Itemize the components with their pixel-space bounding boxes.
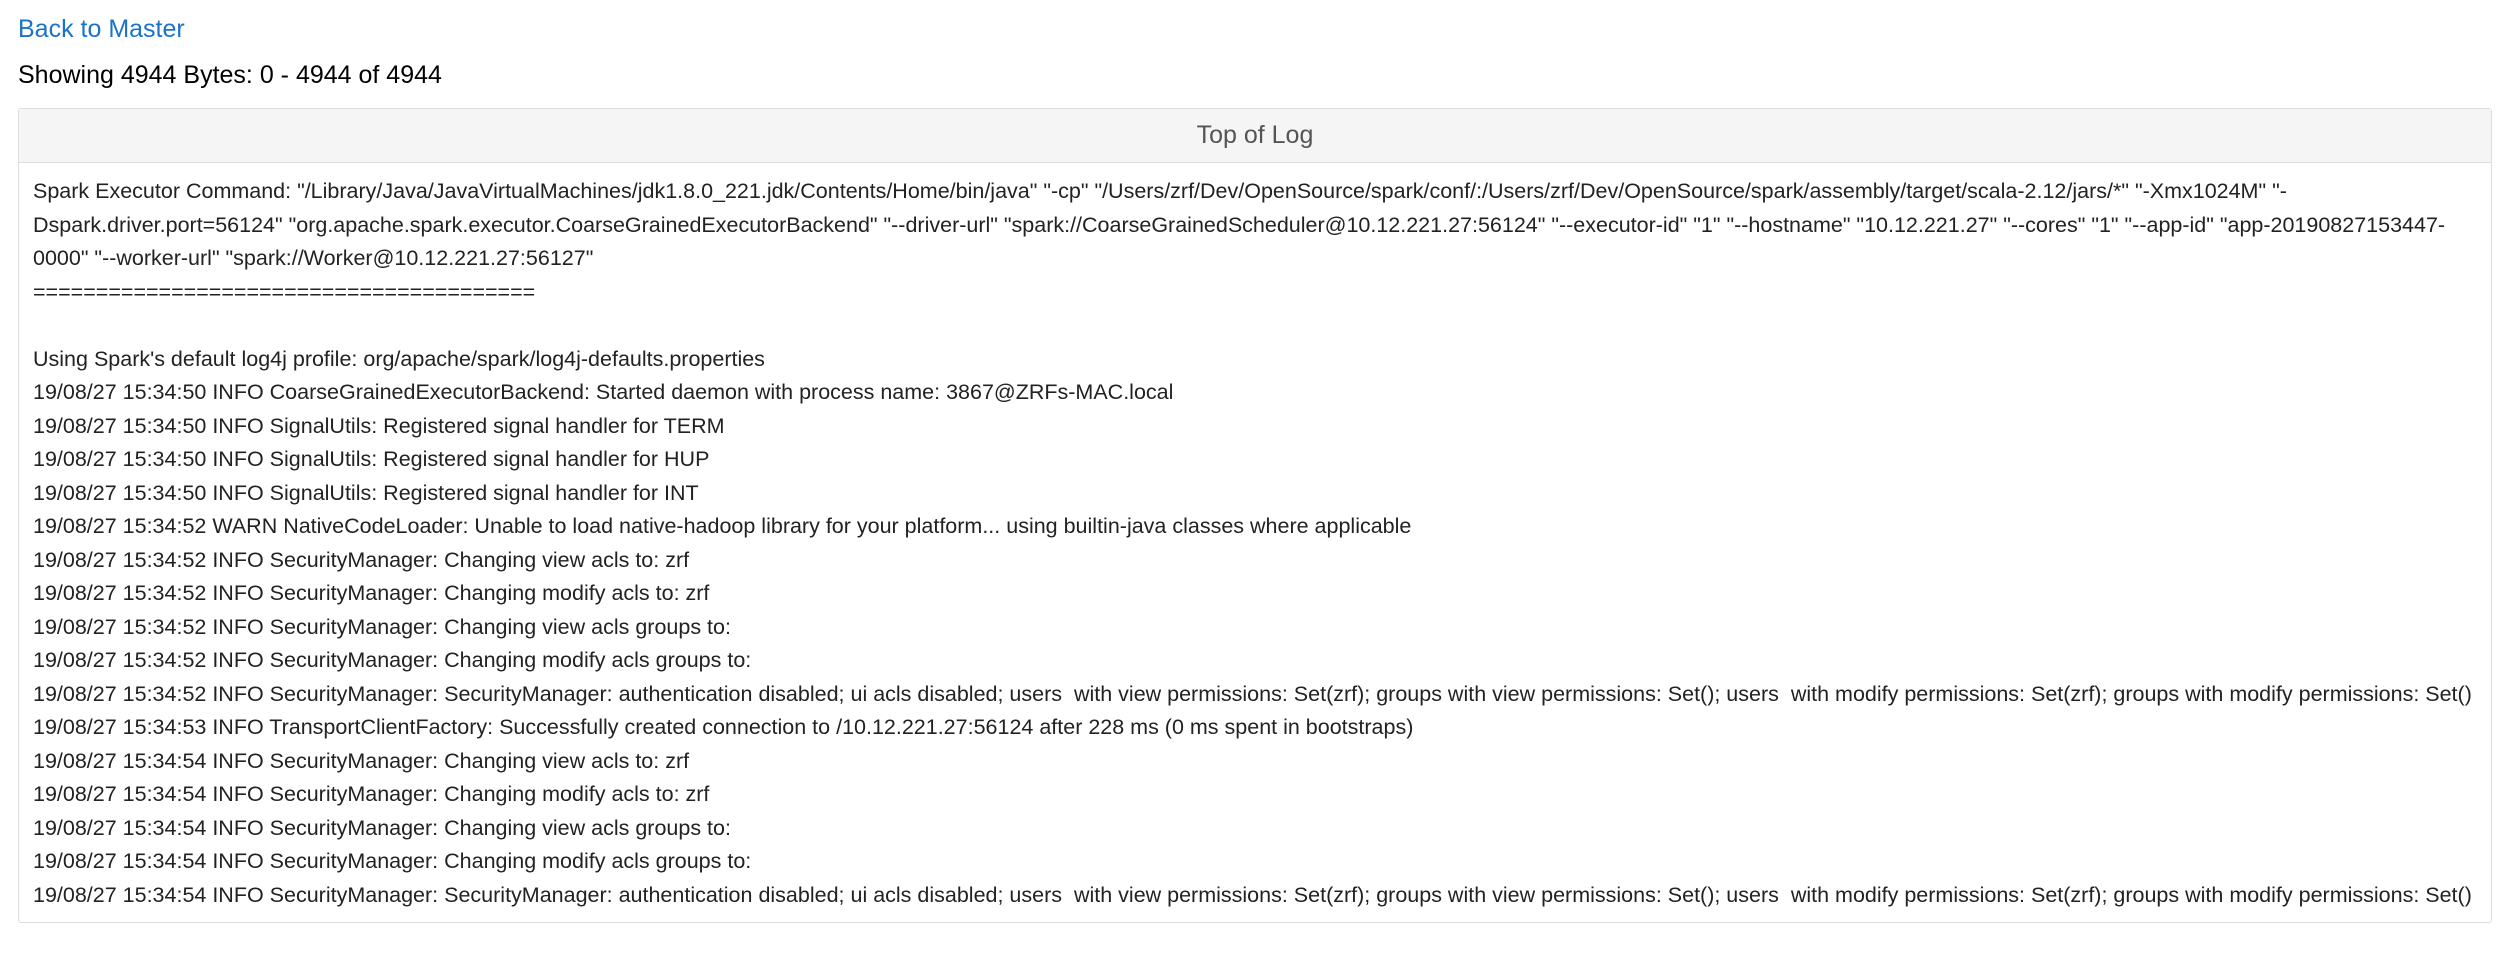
log-line — [33, 309, 2477, 343]
log-line: 19/08/27 15:34:52 INFO SecurityManager: Changing modify acls to: zrf — [33, 581, 710, 605]
log-line: 19/08/27 15:34:50 INFO SignalUtils: Registered signal handler for HUP — [33, 447, 710, 471]
showing-bytes-status: Showing 4944 Bytes: 0 - 4944 of 4944 — [18, 61, 442, 89]
log-line: 19/08/27 15:34:50 INFO SignalUtils: Registered signal handler for TERM — [33, 413, 725, 438]
log-panel — [18, 108, 2492, 923]
log-line: 19/08/27 15:34:53 INFO TransportClientFactory: Successfully created connection to /10.12.221.27:56124 after 228 ms (0 ms spent in bootstraps) — [33, 715, 1414, 739]
log-line: 19/08/27 15:34:54 INFO SecurityManager: Changing modify acls to: zrf — [33, 782, 710, 806]
log-content[interactable] — [19, 163, 2491, 922]
log-line: ======================================== — [33, 279, 536, 304]
log-line: Using Spark's default log4j profile: org/apache/spark/log4j-defaults.properties — [33, 346, 765, 371]
log-line: 19/08/27 15:34:54 INFO SecurityManager: Changing view acls to: zrf — [33, 748, 690, 773]
back-to-master-link[interactable]: Back to Master — [18, 15, 185, 43]
log-line: 19/08/27 15:34:50 INFO CoarseGrainedExecutorBackend: Started daemon with process name: 3867@ZRFs-MAC.local — [33, 380, 1174, 404]
log-line: 19/08/27 15:34:54 INFO SecurityManager: SecurityManager: authentication disabled; ui acls disabled; users with view permissions: Set(zrf); groups with view permissions: Set(); users with modify permissions: Set(zrf); groups with modify permissions: Set() — [33, 882, 2472, 907]
log-line: 19/08/27 15:34:52 INFO SecurityManager: Changing view acls groups to: — [33, 614, 731, 639]
log-panel-header: Top of Log — [19, 109, 2491, 163]
log-line: 19/08/27 15:34:54 INFO SecurityManager: Changing modify acls groups to: — [33, 849, 752, 873]
log-line: 19/08/27 15:34:52 INFO SecurityManager: Changing modify acls groups to: — [33, 648, 752, 672]
log-line: 19/08/27 15:34:52 INFO SecurityManager: Changing view acls to: zrf — [33, 547, 690, 572]
log-line: 19/08/27 15:34:54 INFO SecurityManager: Changing view acls groups to: — [33, 815, 731, 840]
log-line: 19/08/27 15:34:50 INFO SignalUtils: Registered signal handler for INT — [33, 480, 699, 505]
log-line: 19/08/27 15:34:52 WARN NativeCodeLoader: Unable to load native-hadoop library for your platform... using builtin-java classes where applicable — [33, 514, 1412, 538]
log-line: 19/08/27 15:34:52 INFO SecurityManager: SecurityManager: authentication disabled; ui acls disabled; users with view permissions: Set(zrf); groups with view permissions: Set(); users with modify permissions: Set(zrf); groups with modify permissions: Set() — [33, 681, 2472, 706]
log-line: Spark Executor Command: "/Library/Java/JavaVirtualMachines/jdk1.8.0_221.jdk/Contents/Home/bin/java" "-cp" "/Users/zrf/Dev/OpenSource/spark/conf/:/Users/zrf/Dev/OpenSource/spark/assembly/target/scala-2.12/jars/*" "-Xmx1024M" "-Dspark.driver.port=56124" "org.apache.spark.executor.CoarseGrainedExecutorBackend" "--driver-url" "spark://CoarseGrainedScheduler@10.12.221.27:56124" "--executor-id" "1" "--hostname" "10.12.221.27" "--cores" "1" "--app-id" "app-20190827153447-0000" "--worker-url" "spark://Worker@10.12.221.27:56127" — [33, 179, 2446, 270]
